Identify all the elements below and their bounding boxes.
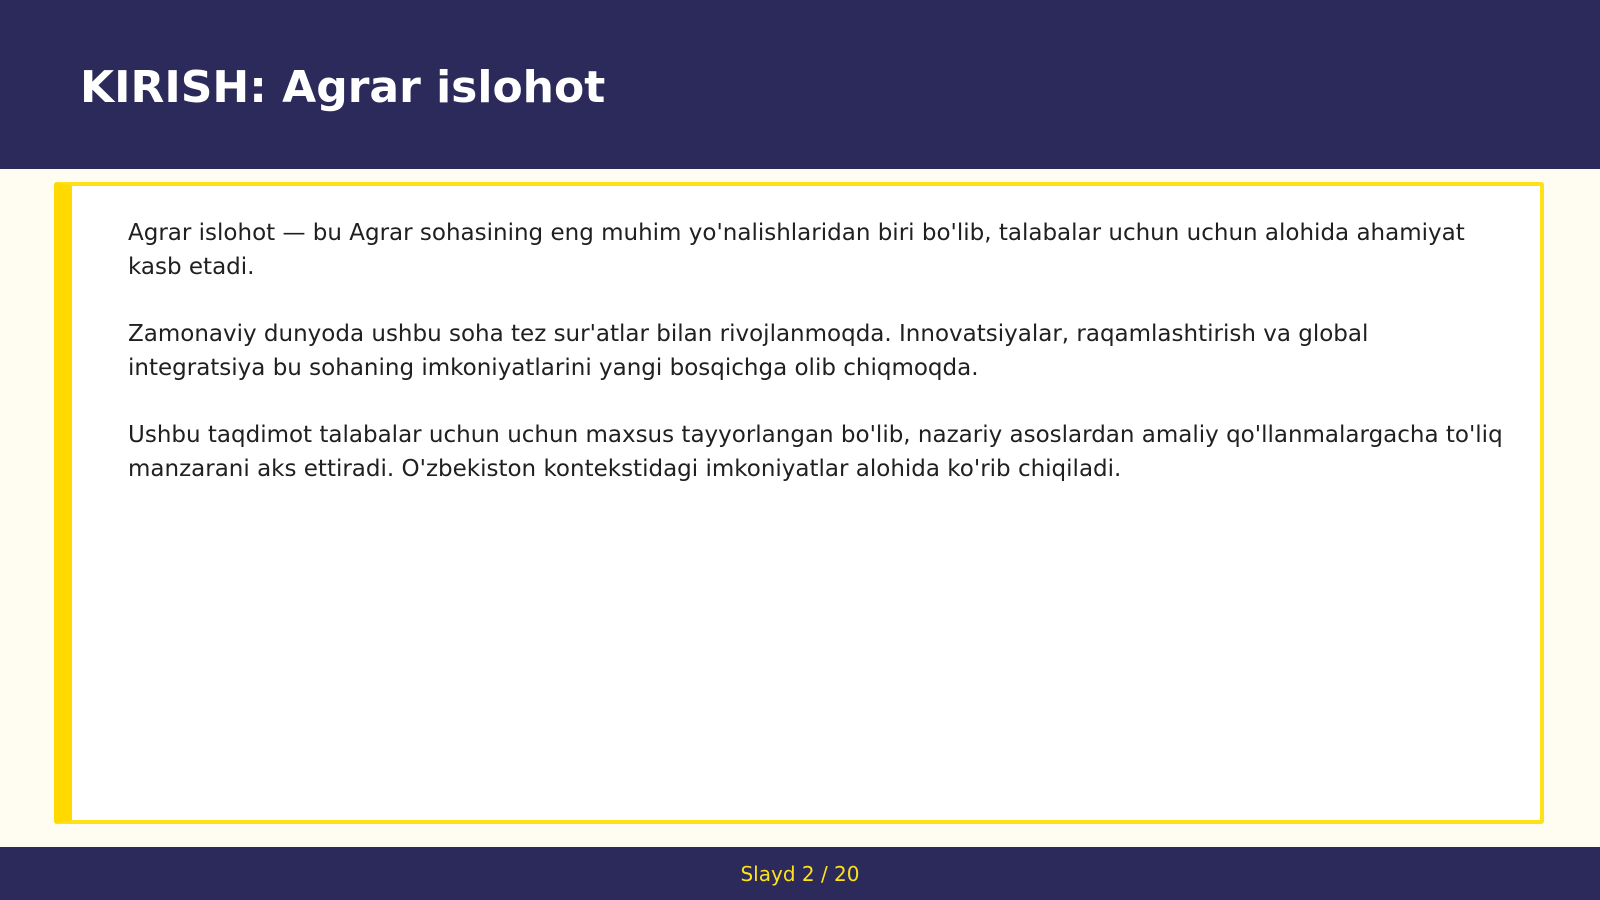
presentation-purpose-paragraph: Ushbu taqdimot talabalar uchun uchun maxsus tayyorlangan bo'lib, nazariy asoslardan amaliy qo'llanmalargacha to'liq manzarani aks ettiradi. O'zbekiston kontekstidagi imkoniyatlar alohida ko'rib chiqiladi. [128,422,1503,482]
slide-number: Slayd 2 / 20 [740,861,860,886]
intro-paragraph: Agrar islohot — bu Agrar sohasining eng muhim yo'nalishlaridan biri bo'lib, talabalar uchun uchun alohida ahamiyat kasb etadi. [128,220,1465,280]
slide-footer [0,847,1600,900]
development-paragraph: Zamonaviy dunyoda ushbu soha tez sur'atlar bilan rivojlanmoqda. Innovatsiyalar, raqamlashtirish va global integratsiya bu sohaning imkoniyatlarini yangi bosqichga olib chiqmoqda. [128,321,1369,381]
content-body [128,216,1508,519]
slide-title: KIRISH: Agrar islohot [80,62,606,113]
content-card [54,182,1544,824]
slide-header [0,0,1600,169]
